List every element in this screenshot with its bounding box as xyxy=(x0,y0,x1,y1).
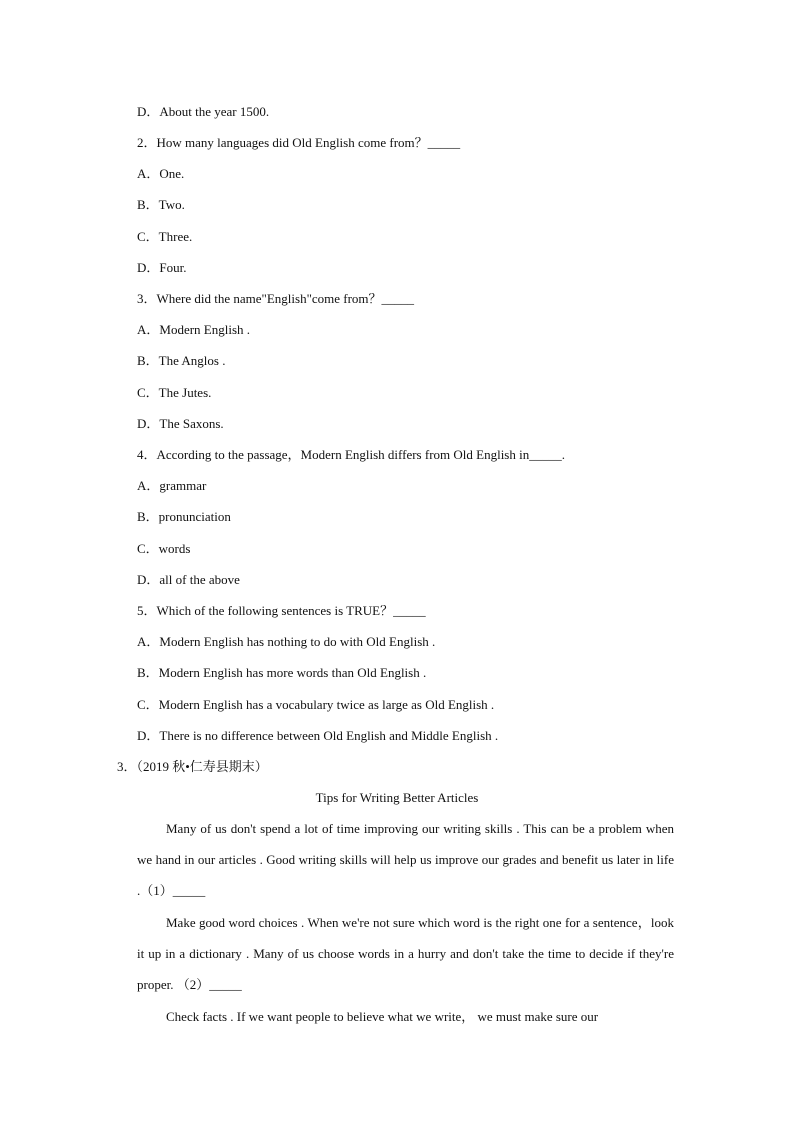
q5-option-d: D．There is no difference between Old English and Middle English . xyxy=(137,728,499,743)
q4-option-a: A．grammar xyxy=(137,478,207,493)
q2-option-d: D．Four. xyxy=(137,260,187,275)
q4-option-b: B．pronunciation xyxy=(137,509,231,524)
article-title: Tips for Writing Better Articles xyxy=(315,790,479,805)
article-paragraph-1: Many of us don't spend a lot of time improving our writing skills . This can be a problem when we hand in our articles . Good writing skills will help us improve our grades and benefit us later in life .（1）_____ xyxy=(137,821,674,899)
q3-option-a: A．Modern English . xyxy=(137,322,251,337)
q4-option-d: D．all of the above xyxy=(137,572,240,587)
section-header: 3．（2019 秋•仁寿县期末） xyxy=(117,759,268,774)
q2-option-c: C．Three. xyxy=(137,229,193,244)
q5-stem: 5．Which of the following sentences is TRUE？_____ xyxy=(137,603,426,618)
q4-stem: 4．According to the passage，Modern English differs from Old English in_____. xyxy=(137,447,565,462)
q3-option-d: D．The Saxons. xyxy=(137,416,224,431)
q2-option-b: B．Two. xyxy=(137,197,185,212)
q1-option-d: D．About the year 1500. xyxy=(137,104,270,119)
q5-option-c: C．Modern English has a vocabulary twice as large as Old English . xyxy=(137,697,495,712)
q3-option-b: B．The Anglos . xyxy=(137,353,226,368)
article-paragraph-3: Check facts . If we want people to believe what we write， we must make sure our xyxy=(166,1009,599,1024)
q5-option-a: A．Modern English has nothing to do with Old English . xyxy=(137,634,436,649)
article-paragraph-2: Make good word choices . When we're not sure which word is the right one for a sentence，look it up in a dictionary . Many of us choose words in a hurry and don't take the time to decide if they're proper. （2）_____ xyxy=(137,915,674,993)
q2-stem: 2．How many languages did Old English come from？_____ xyxy=(137,135,461,150)
q4-option-c: C．words xyxy=(137,541,191,556)
q3-stem: 3．Where did the name"English"come from？_____ xyxy=(137,291,415,306)
q5-option-b: B．Modern English has more words than Old English . xyxy=(137,665,427,680)
q2-option-a: A．One. xyxy=(137,166,185,181)
q3-option-c: C．The Jutes. xyxy=(137,385,212,400)
